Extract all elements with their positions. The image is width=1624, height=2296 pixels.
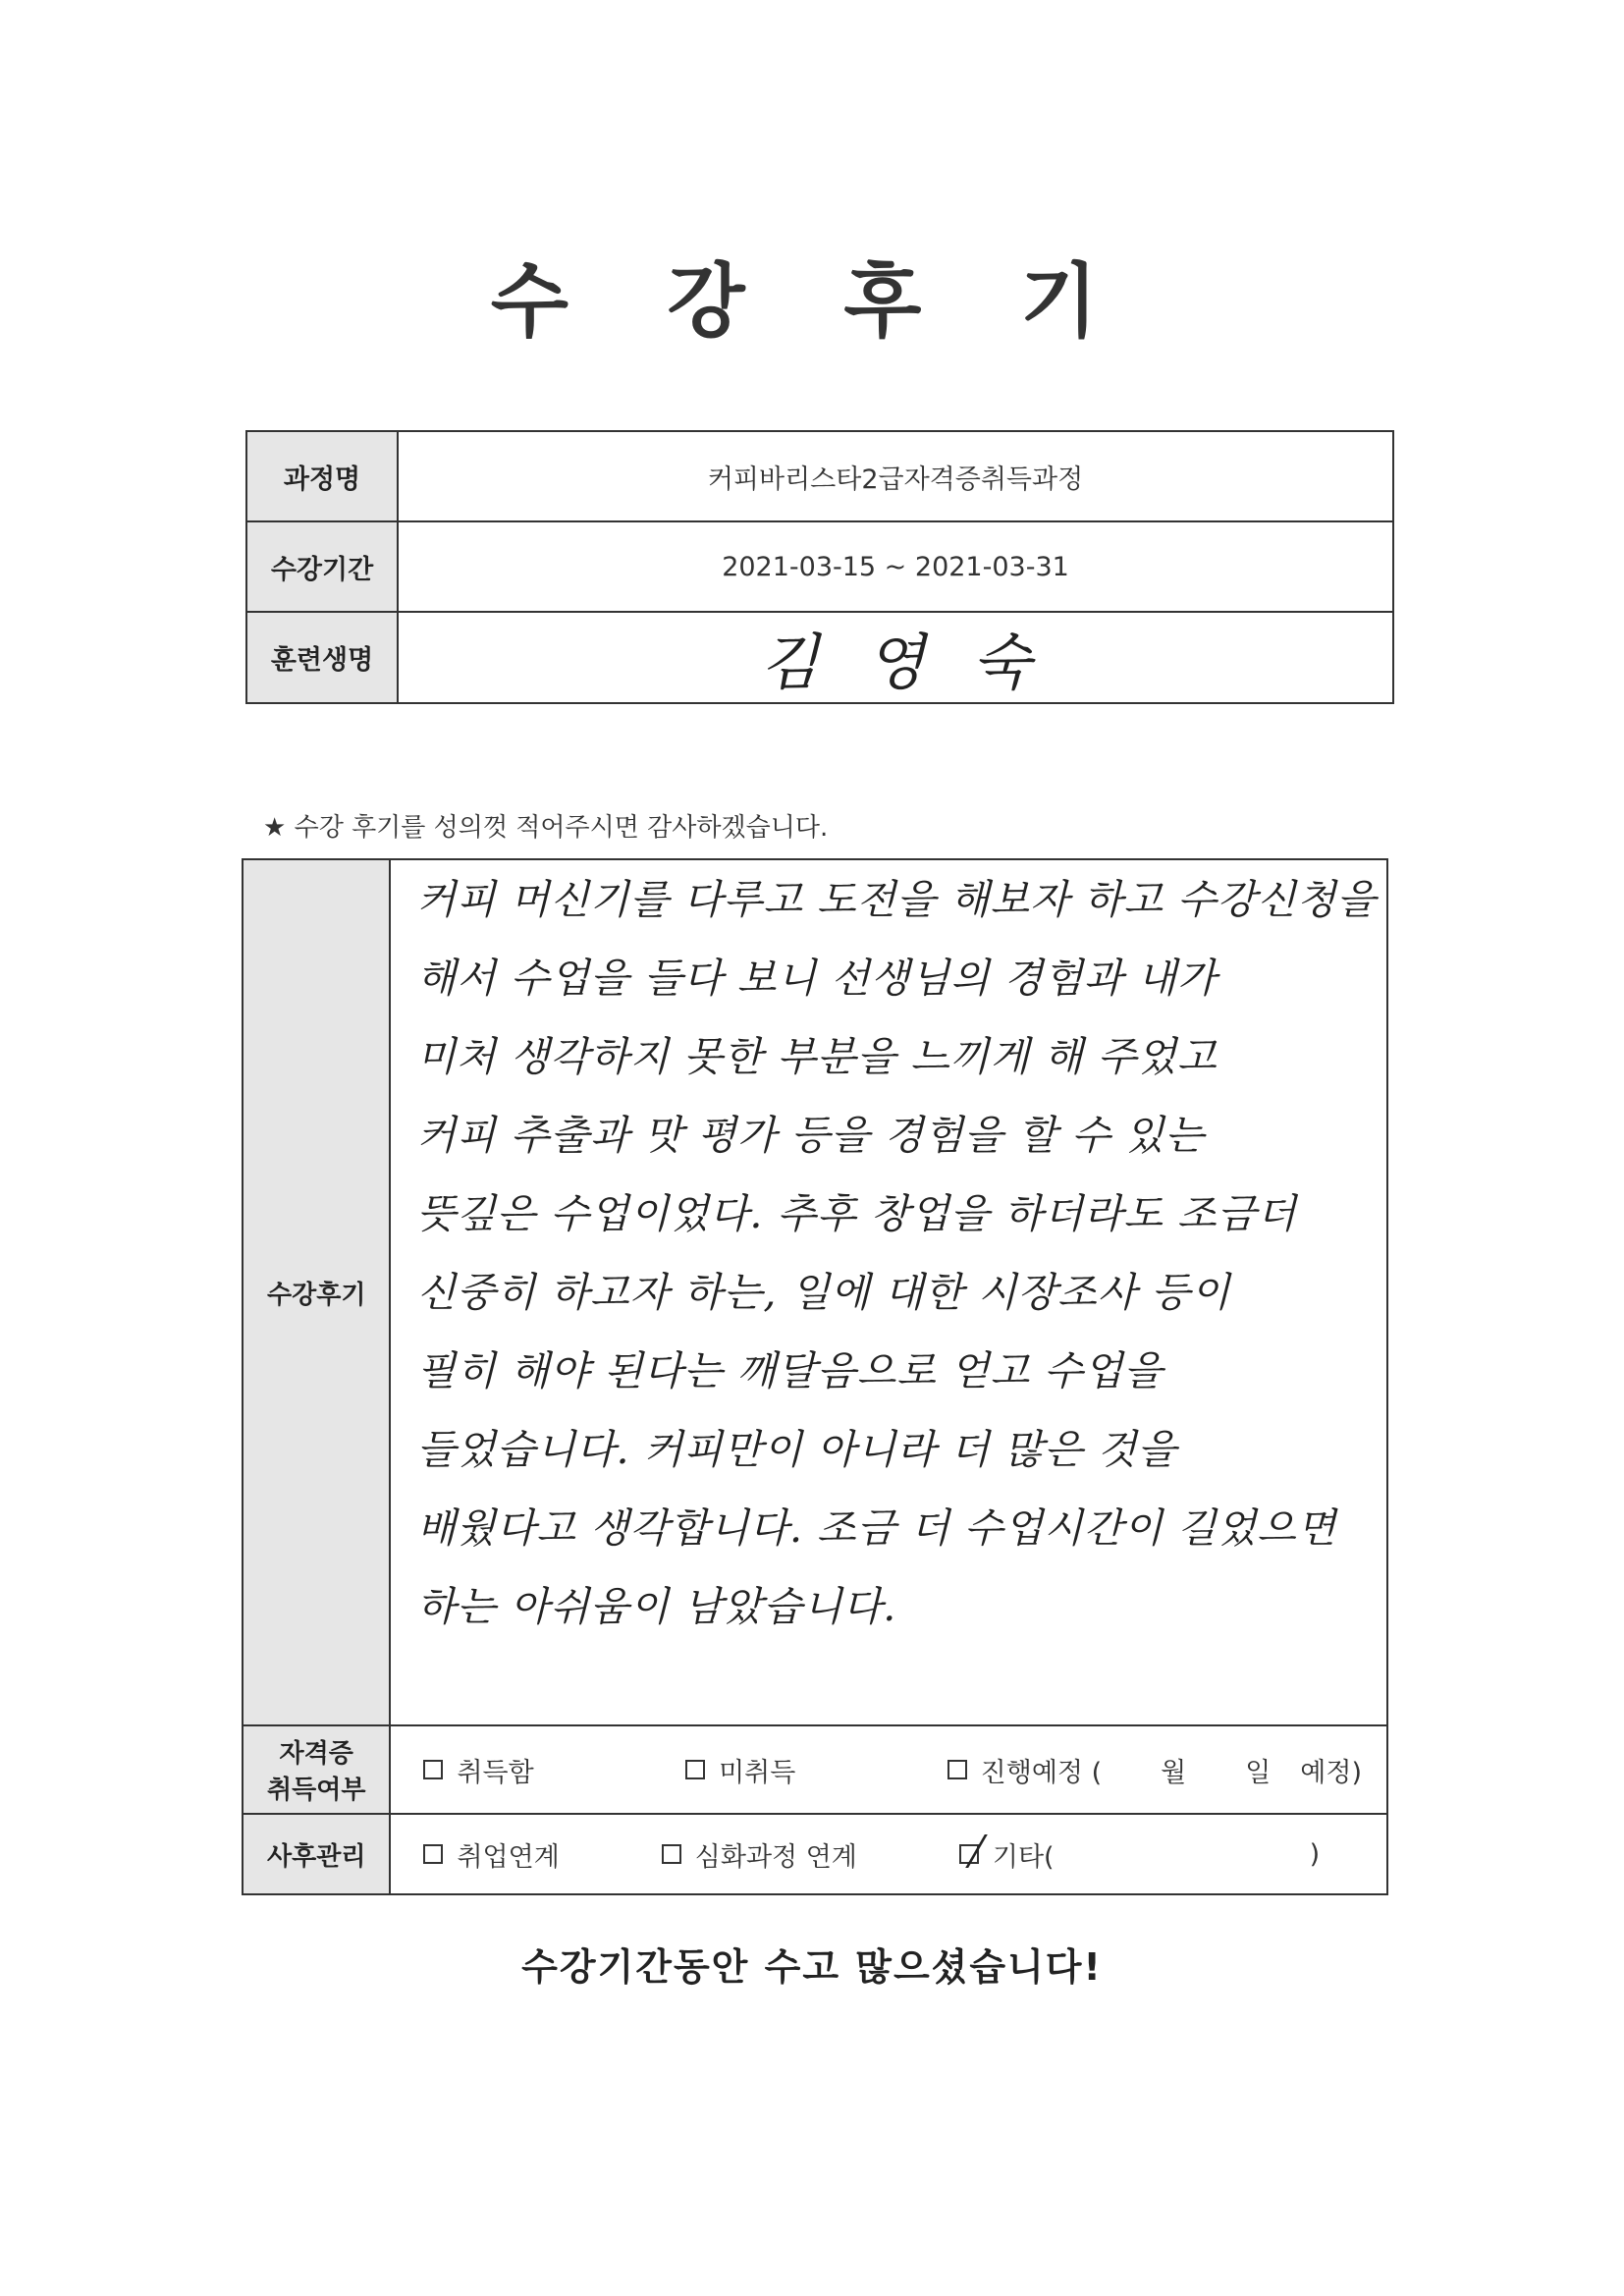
review-line: 신중히 하고자 하는, 일에 대한 시장조사 등이 [416,1269,1231,1316]
review-line: 뜻깊은 수업이었다. 추후 창업을 하더라도 조금더 [416,1190,1297,1237]
option-job-link-label: 취업연계 [457,1841,560,1873]
period-row [246,521,1393,612]
option-other-suffix: ) [1309,1838,1321,1870]
option-month-label: 월 [1161,1757,1187,1788]
option-advanced-course-label: 심화과정 연계 [694,1841,857,1873]
qualification-label-line1: 자격증 [279,1739,353,1769]
option-obtained[interactable] [423,1751,533,1789]
option-day-label: 일 [1245,1757,1272,1788]
checkbox-icon[interactable] [685,1760,705,1779]
trainee-row [246,612,1393,703]
course-value: 커피바리스타2급자격증취득과정 [398,431,1393,521]
option-in-progress-prefix: 진행예정 ( [980,1757,1103,1788]
option-advanced-course[interactable] [662,1835,857,1874]
period-label: 수강기간 [246,521,398,612]
option-obtained-label: 취득함 [457,1757,534,1788]
review-row [243,859,1387,1725]
review-line: 커피 추출과 맛 평가 등을 경험을 할 수 있는 [416,1112,1206,1159]
course-label: 과정명 [246,431,398,521]
review-table [242,858,1388,1895]
option-job-link[interactable] [423,1835,559,1874]
option-in-progress[interactable] [947,1751,1362,1789]
trainee-name-handwritten: 김영숙 [760,627,1078,698]
review-line: 들었습니다. 커피만이 아니라 더 많은 것을 [416,1426,1177,1473]
option-not-obtained-label: 미취득 [719,1757,796,1788]
page-title: 수 강 후 기 [490,255,1134,349]
closing-message: 수강기간동안 수고 많으셨습니다! [521,1945,1103,1989]
review-line: 필히 해야 된다는 깨달음으로 얻고 수업을 [416,1347,1164,1394]
trainee-label: 훈련생명 [246,612,398,703]
checkbox-icon[interactable] [662,1844,681,1864]
period-value: 2021-03-15 ~ 2021-03-31 [398,521,1393,612]
followup-label: 사후관리 [243,1814,390,1894]
option-other-prefix: 기타( [992,1841,1055,1873]
qualification-row [243,1725,1387,1814]
option-in-progress-suffix: 예정) [1300,1757,1362,1788]
checkbox-icon[interactable] [423,1844,443,1864]
review-line: 배웠다고 생각합니다. 조금 더 수업시간이 길었으면 [416,1504,1337,1552]
course-row [246,431,1393,521]
option-other[interactable] [959,1835,1320,1874]
option-not-obtained[interactable] [685,1751,795,1789]
checked-checkbox-icon[interactable] [959,1844,979,1864]
followup-options [390,1814,1387,1894]
review-line: 미처 생각하지 못한 부분을 느끼게 해 주었고 [416,1033,1218,1080]
checkbox-icon[interactable] [947,1760,967,1779]
checkbox-icon[interactable] [423,1760,443,1779]
qualification-options [390,1725,1387,1814]
review-line: 커피 머신기를 다루고 도전을 해보자 하고 수강신청을 [416,876,1377,923]
course-info-table [245,430,1394,704]
review-line: 하는 아쉬움이 남았습니다. [416,1583,897,1630]
qualification-label [243,1725,390,1814]
review-body [390,859,1387,1725]
followup-row [243,1814,1387,1894]
review-label: 수강후기 [243,859,390,1725]
qualification-label-line2: 취득여부 [267,1776,366,1805]
trainee-name-cell [398,612,1393,703]
notice-text: ★ 수강 후기를 성의껏 적어주시면 감사하겠습니다. [263,813,829,843]
review-line: 해서 수업을 들다 보니 선생님의 경험과 내가 [416,955,1218,1002]
